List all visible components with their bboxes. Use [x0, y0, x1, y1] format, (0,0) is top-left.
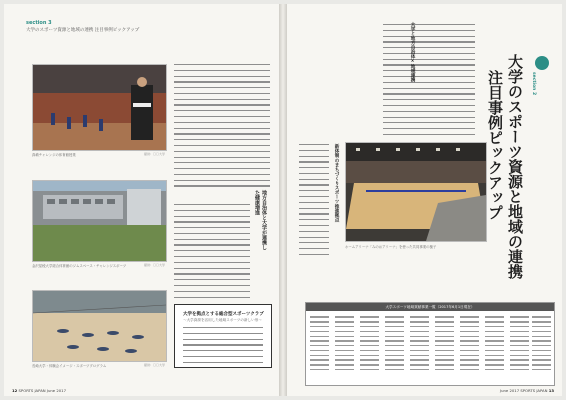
feature-box-text: [183, 327, 263, 367]
right-body-text: [299, 144, 329, 260]
right-page: [287, 4, 562, 396]
building-photo: [32, 180, 167, 262]
right-section-label: section 2: [531, 72, 536, 96]
big-title-line-2: 注目事例ピックアップ: [486, 70, 504, 220]
table-col-3: [358, 313, 381, 383]
body-text-block-2: [174, 204, 250, 302]
table-col-2: [333, 313, 356, 383]
table-col-5: [408, 313, 431, 383]
left-page: [4, 4, 279, 396]
section-title: 大学のスポーツ資源と地域の連携 注目事例ピックアップ: [26, 28, 140, 33]
table-col-4: [383, 313, 406, 383]
table-col-10: [530, 313, 553, 383]
photo-credit-3: 提供：〇〇大学: [144, 363, 166, 367]
intro-text: [383, 24, 475, 140]
gutter: [279, 4, 287, 396]
table-col-9: [508, 313, 531, 383]
photo-caption-2: 金沢星稜大学総合体育館のジムスペース・チャレンジスポーツ: [32, 264, 127, 268]
right-issue-date: June 2017: [500, 388, 520, 393]
section-marker-icon: [535, 56, 549, 70]
left-footer: [12, 388, 66, 393]
feature-box: [174, 304, 272, 368]
page-number: 12: [12, 388, 18, 393]
body-text-block-1: [174, 64, 270, 191]
photo-credit-1: 提供：〇〇大学: [144, 152, 166, 156]
right-footer: [500, 388, 554, 393]
big-title-line-1: 大学のスポーツ資源と地域の連携: [506, 54, 524, 279]
feature-box-subtitle: 〜大学資源を活用した地域スポーツの新しい形〜: [183, 318, 262, 322]
table-title: 大学スポーツ地域貢献事業一覧（2017年6月1日現在）: [306, 303, 554, 311]
magazine-name: SPORTS JAPAN: [18, 388, 46, 393]
photo-credit-2: 提供：〇〇大学: [144, 263, 166, 267]
arena-photo: [345, 142, 487, 242]
issue-date: June 2017: [46, 388, 66, 393]
section-label: section 3: [26, 20, 52, 26]
feature-box-title: 大学を拠点とする総合型スポーツクラブ: [183, 312, 264, 317]
right-magazine-name: SPORTS JAPAN: [520, 388, 548, 393]
photo-caption-1: 真嶋チャレンジの体育館授業: [32, 153, 76, 157]
table-col-6: [433, 313, 456, 383]
table-col-1: [308, 313, 331, 383]
right-side-heading-1: 大学と地方自治体×地域連携: [410, 22, 415, 83]
side-heading-1: 地方自治体と大学が連携した健康増進: [254, 190, 267, 250]
table-col-7: [458, 313, 481, 383]
right-page-number: 13: [548, 388, 554, 393]
arena-photo-caption: ホームアリーナ「みのおアリーナ」を使った共同事業の様子: [345, 245, 437, 249]
exercise-photo: [32, 290, 167, 362]
photo-caption-3: 長崎大学・体験会イメージ・スポーツプログラム: [32, 364, 107, 368]
right-side-heading-2: 新体制のまちづくりスポーツ推進拠点: [334, 144, 339, 223]
university-list-table: [305, 302, 555, 386]
gym-photo: [32, 64, 167, 151]
table-col-8: [483, 313, 506, 383]
